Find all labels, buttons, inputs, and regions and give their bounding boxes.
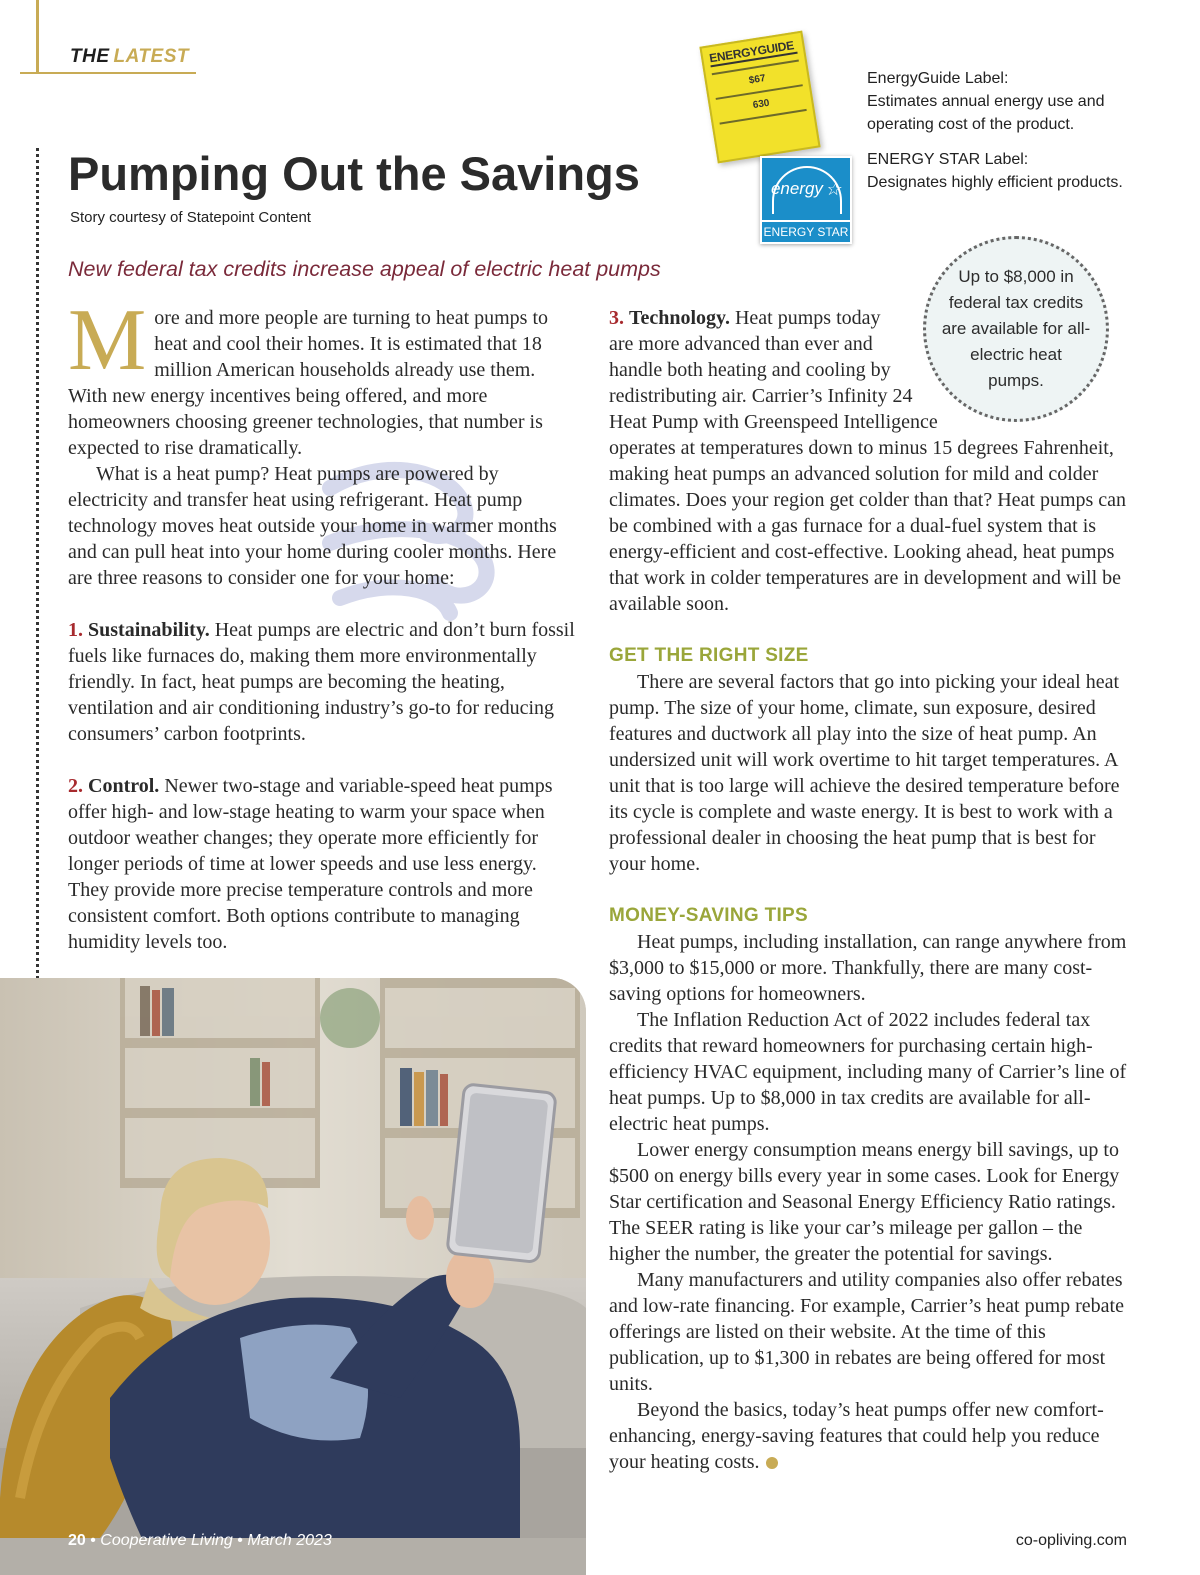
woman-on-couch-photo <box>0 978 586 1575</box>
energy-star-logo <box>762 158 850 220</box>
end-mark-icon <box>766 1457 778 1469</box>
energystar-caption-desc: Designates highly efficient products. <box>867 174 1123 191</box>
reason-3-line-5: Heat Pump with Greenspeed Intelligence <box>609 411 938 433</box>
reason-2-paragraph <box>68 773 578 955</box>
footer-page-info <box>68 1532 332 1550</box>
energystar-caption <box>867 148 1167 194</box>
star-icon: ☆ <box>824 178 842 199</box>
byline: Story courtesy of Statepoint Content <box>70 209 311 226</box>
tips-paragraph-3: Lower energy consumption means energy bill savings, up to $500 on energy bills every year in some cases. Look for Energy Star certification and Seasonal Energy Efficiency Ratio ratings. The SEER rating is like your car’s mileage per gallon – the higher the number, the greater the potential for savings. <box>609 1139 1120 1265</box>
footer-website: co-opliving.com <box>1015 1532 1127 1549</box>
section-tag-latest: LATEST <box>113 46 189 67</box>
issue-date: March 2023 <box>247 1532 332 1549</box>
reason-1-paragraph <box>68 617 578 747</box>
reason-1-text: Heat pumps are electric and don’t burn fossil fuels like furnaces do, making them more environmentally friendly. In fact, heat pumps are becoming the heating, ventilation and air conditioning industry’s go-to for reducing consumers’ carbon footprints. <box>68 619 575 745</box>
get-the-right-size-heading: GET THE RIGHT SIZE <box>609 645 809 666</box>
right-size-paragraph: There are several factors that go into picking your ideal heat pump. The size of your home, climate, sun exposure, desired features and ductwork all play into the size of heat pump. An undersized unit will work overtime to hit target temperatures. A unit that is too large will achieve the desired temperature before its cycle is complete and waste energy. It is best to work with a professional dealer in choosing the heat pump that is best for your home. <box>609 671 1120 875</box>
left-column <box>68 292 578 955</box>
energy-star-name: ENERGY STAR <box>762 220 850 239</box>
reason-3-line-1: Heat pumps today <box>734 307 881 329</box>
reason-3-line-3: handle both heating and cooling by <box>609 359 891 381</box>
reason-3-line-4: redistributing air. Carrier’s Infinity 24 <box>609 385 913 407</box>
energyguide-label-image <box>699 31 820 164</box>
energyguide-caption-title: EnergyGuide Label: <box>867 70 1009 87</box>
money-saving-tips-heading: MONEY-SAVING TIPS <box>609 905 808 926</box>
energy-star-label-image <box>760 156 852 244</box>
drop-cap: M <box>68 292 147 389</box>
right-column <box>609 305 1134 1475</box>
tips-paragraph-5 <box>609 1397 1134 1475</box>
tips-paragraph-4: Many manufacturers and utility companies also offer rebates and low-rate financing. For example, Carrier’s heat pump rebate offerings are listed on their website. At the time of this publication, up to $1,300 in rebates are being offered for most units. <box>609 1269 1124 1395</box>
footer-separator: • <box>232 1532 248 1549</box>
section-tag <box>70 46 189 68</box>
page-number: 20 <box>68 1532 86 1549</box>
tips-paragraph-5-text: Beyond the basics, today’s heat pumps offer new comfort-enhancing, energy-saving features that could help you reduce your heating costs. <box>609 1399 1104 1473</box>
energyguide-caption <box>867 67 1167 136</box>
reason-3-rest: operates at temperatures down to minus 15 degrees Fahrenheit, making heat pumps an advanced solution for mild and colder climates. Does your region get colder than that? Heat pumps can be combined with a gas furnace for a dual-fuel system that is energy-efficient and cost-effective. Looking ahead, heat pumps that work in colder temperatures are in development and will be available soon. <box>609 437 1127 615</box>
energyguide-label-title: ENERGYGUIDE <box>708 38 797 68</box>
energyguide-label-kwh: 630 <box>752 97 771 112</box>
energystar-caption-title: ENERGY STAR Label: <box>867 151 1029 168</box>
tips-paragraph-1: Heat pumps, including installation, can range anywhere from $3,000 to $15,000 or more. Thankfully, there are many cost-saving options for homeowners. <box>609 931 1127 1005</box>
what-is-paragraph: What is a heat pump? Heat pumps are powered by electricity and transfer heat using refrigerant. Heat pump technology moves heat outside your home in warmer months and can pull heat into your home during cooler months. Here are three reasons to consider one for your home: <box>68 463 557 589</box>
energy-star-arc <box>772 166 842 214</box>
deck-subtitle: New federal tax credits increase appeal of electric heat pumps <box>68 257 661 281</box>
headline-bold: the Savings <box>376 147 640 200</box>
section-tag-rule-horizontal <box>20 72 196 74</box>
reason-3-number: 3. <box>609 307 624 329</box>
energyguide-caption-desc: Estimates annual energy use and operating cost of the product. <box>867 93 1105 133</box>
intro-text: ore and more people are turning to heat pumps to heat and cool their homes. It is estimated that 18 million American households already use them. With new energy incentives being offered, and more homeowners choosing greener technologies, that number is expected to rise dramatically. <box>68 307 549 459</box>
reason-3-title: Technology. <box>629 307 730 329</box>
energy-star-logo-text: energy <box>770 179 823 198</box>
footer-separator: • <box>85 1532 101 1549</box>
energyguide-label-amount: $67 <box>748 72 767 87</box>
reason-2-text: Newer two-stage and variable-speed heat pumps offer high- and low-stage heating to warm your space when outdoor weather changes; they operate more efficiently for longer periods of time at lower speeds and use less energy. They provide more precise temperature controls and more consistent comfort. Both options contribute to managing humidity levels too. <box>68 775 553 953</box>
reason-2-title: Control. <box>88 775 160 797</box>
intro-paragraph <box>68 292 578 461</box>
magazine-name: Cooperative Living <box>100 1532 233 1549</box>
section-tag-the: THE <box>70 46 110 67</box>
tips-paragraph-2: The Inflation Reduction Act of 2022 includes federal tax credits that reward homeowners for purchasing certain high-efficiency HVAC equipment, including many of Carrier’s line of heat pumps. Up to $8,000 in tax credits are available for all-electric heat pumps. <box>609 1009 1127 1135</box>
reason-1-number: 1. <box>68 619 83 641</box>
reason-3-line-2: are more advanced than ever and <box>609 333 873 355</box>
reason-1-title: Sustainability. <box>88 619 210 641</box>
reason-3-paragraph <box>609 305 1134 617</box>
callout-text: Up to $8,000 in federal tax credits are available for all-electric heat pumps. <box>941 267 1091 390</box>
headline-regular: Pumping Out <box>68 147 377 200</box>
reason-2-number: 2. <box>68 775 83 797</box>
photo-illustration <box>0 978 586 1575</box>
headline <box>68 146 640 201</box>
section-tag-rule-vertical <box>36 0 39 74</box>
